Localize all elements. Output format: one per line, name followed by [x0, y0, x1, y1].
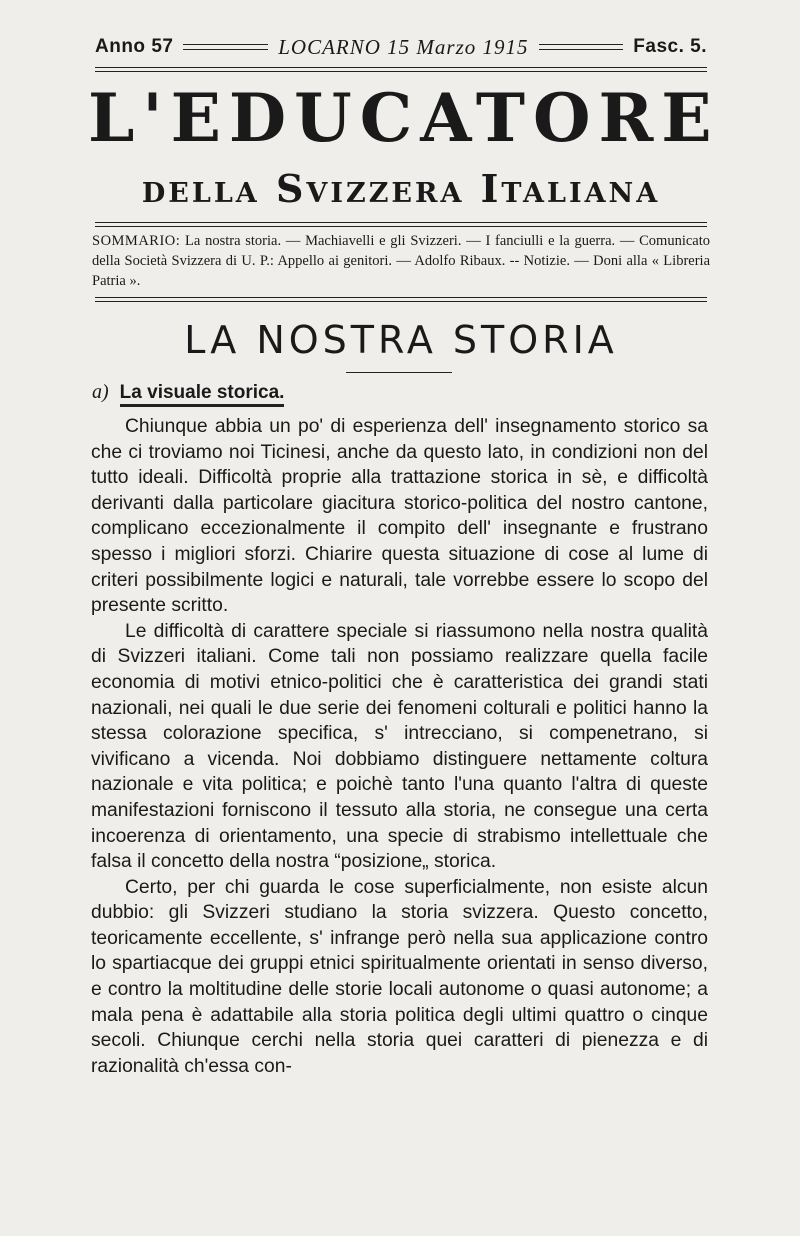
header-dash-left	[183, 44, 268, 50]
sommario-label: SOMMARIO:	[92, 233, 181, 249]
header-dash-right	[539, 44, 624, 50]
issue-year: Anno 57	[95, 36, 174, 57]
issue-place-date: LOCARNO 15 Marzo 1915	[278, 34, 529, 59]
section-name: La visuale storica.	[120, 382, 285, 407]
sommario-text: La nostra storia. — Machiavelli e gli Svizzeri. — I fanciulli e la guerra. — Comunicato della Società Svizzera di U. P.: Appello ai genitori. — Adolfo Ribaux. -- Notizie. — Doni alla « Libreria Patria ».	[92, 233, 710, 289]
section-letter: a)	[92, 381, 109, 403]
issue-number: Fasc. 5.	[633, 36, 708, 57]
header-rule	[95, 67, 707, 72]
sommario-rule	[95, 297, 707, 302]
paragraph: Chiunque abbia un po' di esperienza dell' insegnamento storico sa che ci troviamo noi Ticinesi, anche da questo lato, in condizioni non del tutto ideali. Difficoltà proprie alla trattazione storica in sè, e difficoltà derivanti dalla particolare giacitura storico-politica del nostro cantone, complicano eccezionalmente il compito dell' insegnante e frustrano spesso i migliori sforzi. Chiarire questa situazione di cose al lume di criteri possibilmente logici e naturali, tale vorrebbe essere lo scopo del presente scritto.	[91, 416, 708, 617]
issue-header	[95, 32, 707, 62]
title-ornament-rule	[346, 372, 452, 373]
article-title: LA NOSTRA STORIA	[184, 318, 618, 362]
section-heading	[92, 381, 284, 404]
masthead-title: L'EDUCATORE	[88, 79, 720, 157]
paragraph: Le difficoltà di carattere speciale si riassumono nella nostra qualità di Svizzeri italiani. Come tali non possiamo realizzare quella facile economia di motivi etnico-politici che è caratteristica dei grandi stati nazionali, nei quali le due serie dei fenomeni colturali e politici hanno la stessa colorazione specifica, s' intrecciano, si compenetrano, si vivificano a vicenda. Noi dobbiamo distinguere nettamente coltura nazionale e vita politica; e poichè tanto l'una quanto l'altra di queste manifestazioni forniscono il tessuto alla storia, ne consegue una certa incoerenza di orientamento, una specie di strabismo intellettuale che falsa il concetto della nostra “posizione„ storica.	[91, 620, 708, 873]
paragraph: Certo, per chi guarda le cose superficialmente, non esiste alcun dubbio: gli Svizzeri studiano la storia svizzera. Questo concetto, teoricamente eccellente, s' infrange però nella sua applicazione contro lo spartiacque dei gruppi etnici spiritualmente orientati in senso diverso, e contro la moltitudine delle storie locali autonome o quasi autonome; a mala pena è adattabile alla storia politica degli ultimi quattro o cinque secoli. Chiunque cerchi nella storia quei caratteri di pienezza e di razionalità ch'essa con-	[91, 876, 708, 1077]
article-body	[91, 414, 708, 1079]
masthead-rule	[95, 222, 707, 227]
masthead-subtitle: della Svizzera Italiana	[141, 166, 661, 211]
table-of-contents	[92, 231, 710, 291]
